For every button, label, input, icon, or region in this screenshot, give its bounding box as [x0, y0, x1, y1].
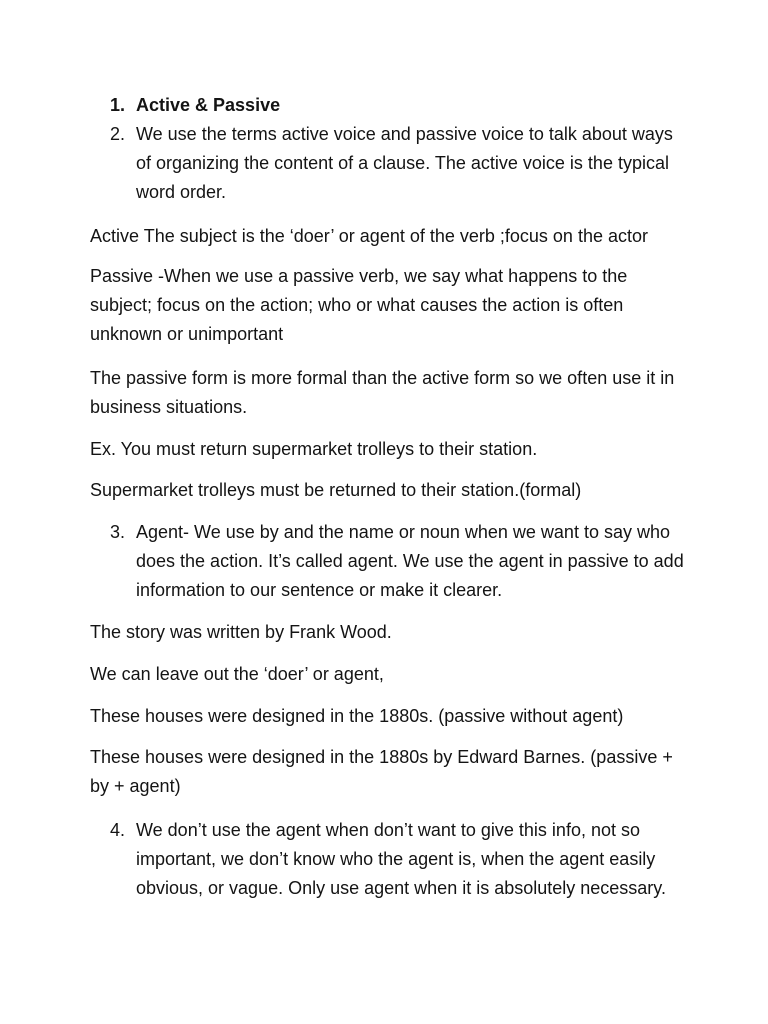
list-number: 3.	[110, 522, 126, 542]
list-item-text: Agent- We use by and the name or noun when we want to say who does the action. It’s called agent. We use the agent in passive to add information to our sentence or make it clearer.	[136, 522, 684, 600]
paragraph-leave-out-agent: We can leave out the ‘doer’ or agent,	[90, 664, 384, 684]
paragraph-story-example: The story was written by Frank Wood.	[90, 622, 392, 642]
paragraph-passive-definition: Passive -When we use a passive verb, we say what happens to the subject; focus on the action; who or what causes the action is often unknown or unimportant	[90, 266, 628, 344]
list-number: 1.	[110, 95, 126, 115]
paragraph-example-active: Ex. You must return supermarket trolleys to their station.	[90, 439, 538, 459]
paragraph-active-definition: Active The subject is the ‘doer’ or agent of the verb ;focus on the actor	[90, 226, 648, 246]
paragraph-houses-with-agent: These houses were designed in the 1880s by Edward Barnes. (passive + by + agent)	[90, 747, 673, 796]
paragraph-formal-note: The passive form is more formal than the active form so we often use it in business situations.	[90, 368, 675, 417]
list-number: 2.	[110, 124, 126, 144]
list-number: 4.	[110, 820, 126, 840]
list-item-text: We don’t use the agent when don’t want to give this info, not so important, we don’t know who the agent is, when the agent easily obvious, or vague. Only use agent when it is absolutely necessary.	[136, 820, 666, 898]
section-heading: Active & Passive	[136, 95, 281, 115]
list-item-text: We use the terms active voice and passive voice to talk about ways of organizing the content of a clause. The active voice is the typical word order.	[136, 124, 673, 202]
paragraph-example-passive: Supermarket trolleys must be returned to their station.(formal)	[90, 480, 582, 500]
paragraph-houses-without-agent: These houses were designed in the 1880s. (passive without agent)	[90, 706, 624, 726]
